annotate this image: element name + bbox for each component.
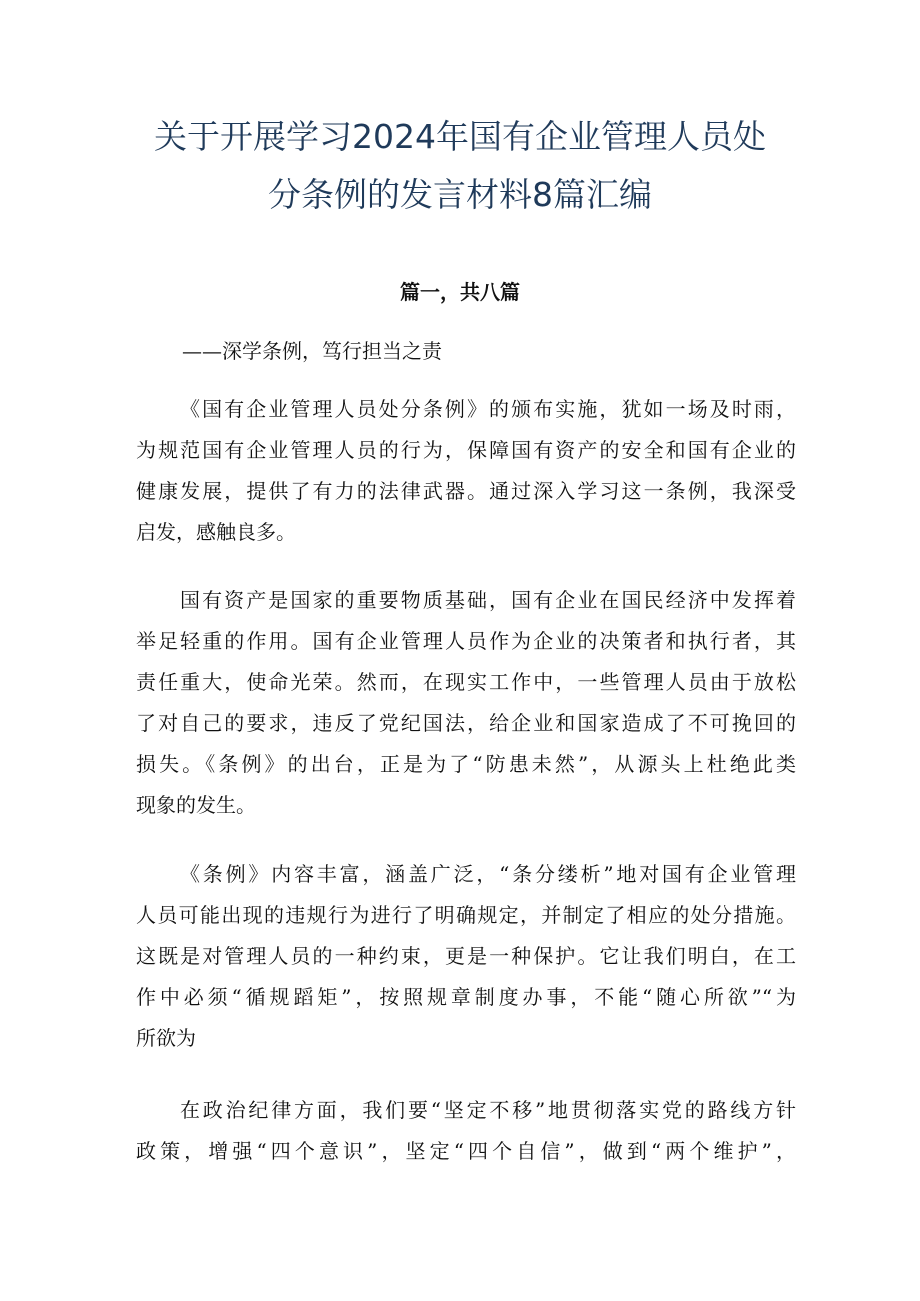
paragraph-line: 损失。《条例》的出台，正是为了“防患未然”，从源头上杜绝此类 xyxy=(136,752,796,776)
paragraph-line: 现象的发生。 xyxy=(136,793,256,817)
paragraph-line: 国有资产是国家的重要物质基础，国有企业在国民经济中发挥着 xyxy=(180,588,796,612)
paragraph-line: 《条例》内容丰富，涵盖广泛，“条分缕析”地对国有企业管理 xyxy=(180,862,796,886)
document-title xyxy=(100,108,820,224)
paragraph-line: 举足轻重的作用。国有企业管理人员作为企业的决策者和执行者，其 xyxy=(136,629,796,653)
paragraph-line: 启发，感触良多。 xyxy=(136,520,296,544)
paragraph-line: 政策，增强“四个意识”，坚定“四个自信”，做到“两个维护”， xyxy=(136,1139,796,1163)
paragraph-3 xyxy=(136,854,796,1059)
paragraph-line: 《国有企业管理人员处分条例》的颁布实施，犹如一场及时雨， xyxy=(180,397,796,421)
paragraph-line: 了对自己的要求，违反了党纪国法，给企业和国家造成了不可挽回的 xyxy=(136,711,796,735)
paragraph-1 xyxy=(136,389,796,553)
paragraph-line: 为规范国有企业管理人员的行为，保障国有资产的安全和国有企业的 xyxy=(136,438,796,462)
paragraph-line: 作中必须“循规蹈矩”，按照规章制度办事，不能“随心所欲”“为 xyxy=(136,985,796,1009)
paragraph-line: 健康发展，提供了有力的法律武器。通过深入学习这一条例，我深受 xyxy=(136,479,796,503)
section-heading: 篇一，共八篇 xyxy=(400,280,520,304)
paragraph-line: 这既是对管理人员的一种约束，更是一种保护。它让我们明白，在工 xyxy=(136,944,796,968)
paragraph-line: 责任重大，使命光荣。然而，在现实工作中，一些管理人员由于放松 xyxy=(136,670,796,694)
title-line-1: 关于开展学习2024年国有企业管理人员处 xyxy=(154,117,766,156)
title-line-2: 分条例的发言材料8篇汇编 xyxy=(268,175,652,214)
paragraph-line: 所欲为 xyxy=(136,1026,196,1050)
paragraph-2 xyxy=(136,580,796,826)
paragraph-line: 在政治纪律方面，我们要“坚定不移”地贯彻落实党的路线方针 xyxy=(180,1098,796,1122)
section-subtitle: ——深学条例，笃行担当之责 xyxy=(182,339,442,363)
paragraph-4 xyxy=(136,1090,796,1172)
paragraph-line: 人员可能出现的违规行为进行了明确规定，并制定了相应的处分措施。 xyxy=(136,903,796,927)
